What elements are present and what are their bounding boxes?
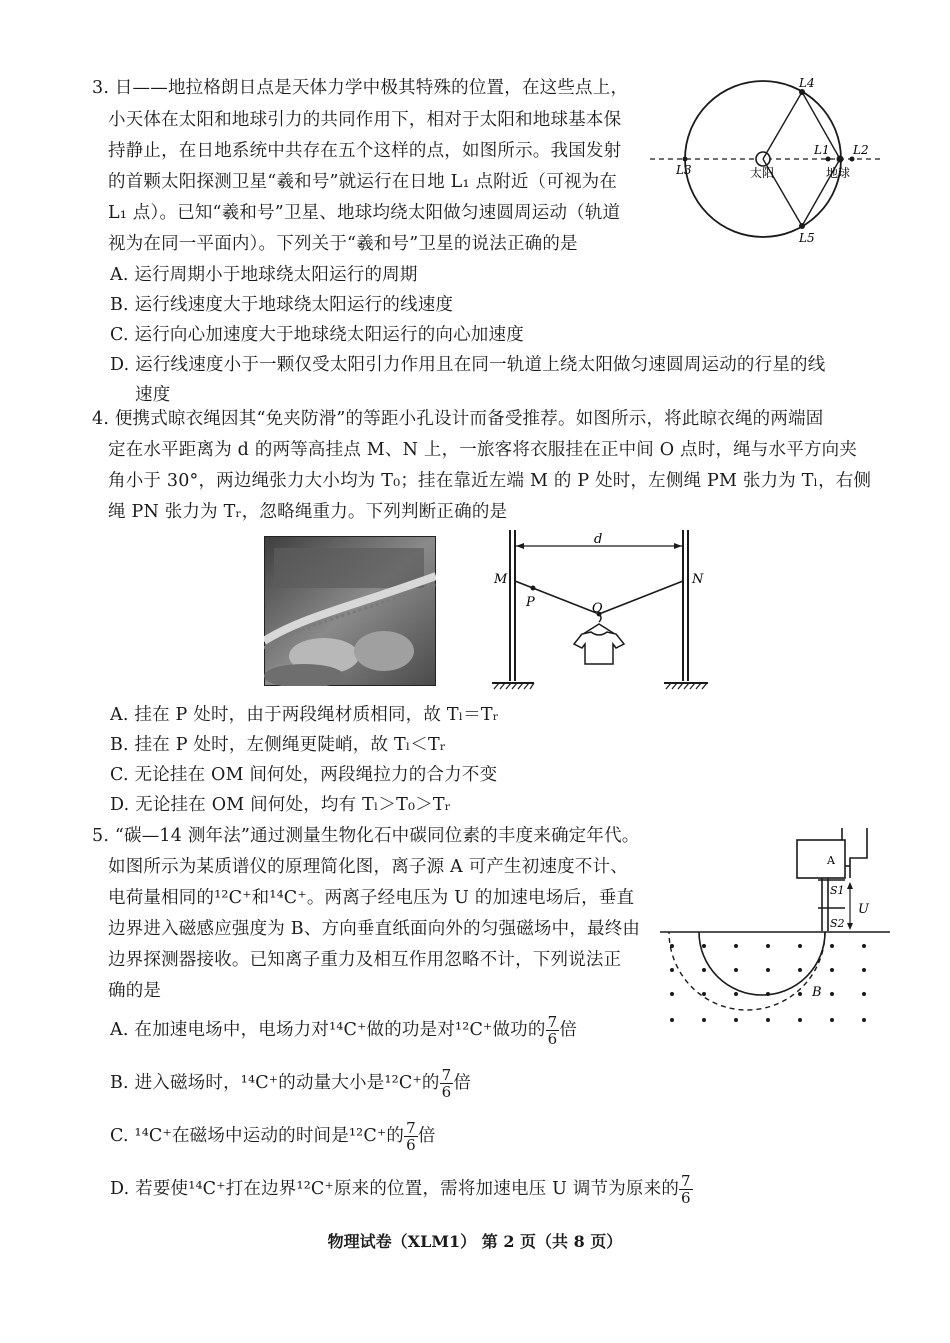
q5-line-1: 5. “碳—14 测年法”通过测量生物化石中碳同位素的丰度来确定年代。 <box>92 826 640 846</box>
q5-option-a-suffix: 倍 <box>559 1020 578 1040</box>
fraction-7-6: $\frac{7}{6}$ <box>547 1013 558 1048</box>
label-l4: L4 <box>799 76 815 90</box>
q5-line-3: 电荷量相同的¹²C⁺和¹⁴C⁺。两离子经电压为 U 的加速电场后，垂直 <box>108 888 635 908</box>
magnetic-field-dots <box>670 944 866 1022</box>
q4-line-2: 定在水平距离为 d 的两等高挂点 M、N 上，一旅客将衣服挂在正中间 O 点时，绳与水平方向夹 <box>108 440 858 460</box>
label-earth: 地球 <box>826 166 851 180</box>
q5-line-6: 确的是 <box>108 981 162 1001</box>
mass-spectrometer-diagram <box>660 828 890 1028</box>
q5-line-2: 如图所示为某质谱仪的原理简化图，离子源 A 可产生初速度不计、 <box>108 857 628 877</box>
label-s1: S1 <box>830 884 845 897</box>
q5-option-c <box>110 1118 436 1154</box>
q3-option-d-cont: 速度 <box>135 385 171 405</box>
label-d: d <box>594 532 603 547</box>
label-l5: L5 <box>799 231 815 245</box>
q4-line-4: 绳 PN 张力为 Tᵣ，忽略绳重力。下列判断正确的是 <box>108 502 508 522</box>
label-l2: L2 <box>853 143 869 157</box>
label-p: P <box>526 595 535 610</box>
q3-option-b: B. 运行线速度大于地球绕太阳运行的线速度 <box>110 295 454 315</box>
page-footer: 物理试卷（XLM1） 第 2 页（共 8 页） <box>327 1232 623 1251</box>
q4-option-d: D. 无论挂在 OM 间何处，均有 Tₗ＞T₀＞Tᵣ <box>110 795 452 815</box>
q3-line-1: 3. 日——地拉格朗日点是天体力学中极其特殊的位置，在这些点上， <box>92 78 629 98</box>
q5-line-5: 边界探测器接收。已知离子重力及相互作用忽略不计，下列说法正 <box>108 950 622 970</box>
label-b: B <box>812 985 822 1000</box>
label-source-a: A <box>827 854 835 867</box>
label-l3: L3 <box>676 163 692 177</box>
clothesline-diagram <box>488 526 718 696</box>
q3-line-5: L₁ 点）。已知“羲和号”卫星、地球均绕太阳做匀速圆周运动（轨道 <box>108 203 621 223</box>
q5-option-a <box>110 1012 577 1048</box>
label-m: M <box>494 572 508 587</box>
q3-option-a: A. 运行周期小于地球绕太阳运行的周期 <box>110 265 418 285</box>
q3-line-4: 的首颗太阳探测卫星“羲和号”就运行在日地 L₁ 点附近（可视为在 <box>108 172 618 192</box>
q5-option-d <box>110 1171 693 1207</box>
fraction-7-6: $\frac{7}{6}$ <box>406 1119 416 1154</box>
q4-line-1: 4. 便携式晾衣绳因其“免夹防滑”的等距小孔设计而备受推荐。如图所示，将此晾衣绳的两端固 <box>92 409 824 429</box>
q4-line-3: 角小于 30°，两边绳张力大小均为 T₀；挂在靠近左端 M 的 P 处时，左侧绳 PM 张力为 Tₗ，右侧 <box>108 471 872 491</box>
q5-option-b <box>110 1065 471 1101</box>
label-n: N <box>692 572 704 587</box>
q4-option-b: B. 挂在 P 处时，左侧绳更陡峭，故 Tₗ＜Tᵣ <box>110 735 447 755</box>
q3-option-d: D. 运行线速度小于一颗仅受太阳引力作用且在同一轨道上绕太阳做匀速圆周运动的行星的线 <box>110 355 826 375</box>
q5-option-a-text: A. 在加速电场中，电场力对¹⁴C⁺做的功是对¹²C⁺做功的 <box>110 1020 546 1040</box>
q3-line-2: 小天体在太阳和地球引力的共同作用下，相对于太阳和地球基本保 <box>108 110 622 130</box>
q3-line-3: 持静止，在日地系统中共存在五个这样的点，如图所示。我国发射 <box>108 141 622 161</box>
q4-option-c: C. 无论挂在 OM 间何处，两段绳拉力的合力不变 <box>110 765 498 785</box>
fraction-7-6: $\frac{7}{6}$ <box>441 1066 452 1101</box>
q5-option-b-suffix: 倍 <box>453 1073 472 1093</box>
q5-option-c-text: C. ¹⁴C⁺在磁场中运动的时间是¹²C⁺的 <box>110 1126 405 1146</box>
q5-option-c-suffix: 倍 <box>417 1126 436 1146</box>
q5-line-4: 边界进入磁感应强度为 B、方向垂直纸面向外的匀强磁场中，最终由 <box>108 919 641 939</box>
earth-marker <box>837 156 844 163</box>
q3-line-6: 视为在同一平面内）。下列关于“羲和号”卫星的说法正确的是 <box>108 234 578 254</box>
label-l1: L1 <box>814 143 830 157</box>
q4-option-a: A. 挂在 P 处时，由于两段绳材质相同，故 Tₗ＝Tᵣ <box>110 705 499 725</box>
lagrange-diagram <box>650 70 890 270</box>
clothesline-photo <box>264 536 436 686</box>
label-u: U <box>858 902 869 917</box>
q3-option-c: C. 运行向心加速度大于地球绕太阳运行的向心加速度 <box>110 325 524 345</box>
fraction-7-6: $\frac{7}{6}$ <box>681 1172 691 1207</box>
q5-option-d-text: D. 若要使¹⁴C⁺打在边界¹²C⁺原来的位置，需将加速电压 U 调节为原来的 <box>110 1179 680 1199</box>
shirt-icon <box>574 632 624 664</box>
q5-option-b-text: B. 进入磁场时，¹⁴C⁺的动量大小是¹²C⁺的 <box>110 1073 440 1093</box>
label-sun: 太阳 <box>750 166 775 180</box>
label-s2: S2 <box>830 917 845 930</box>
label-o: O <box>592 601 603 616</box>
